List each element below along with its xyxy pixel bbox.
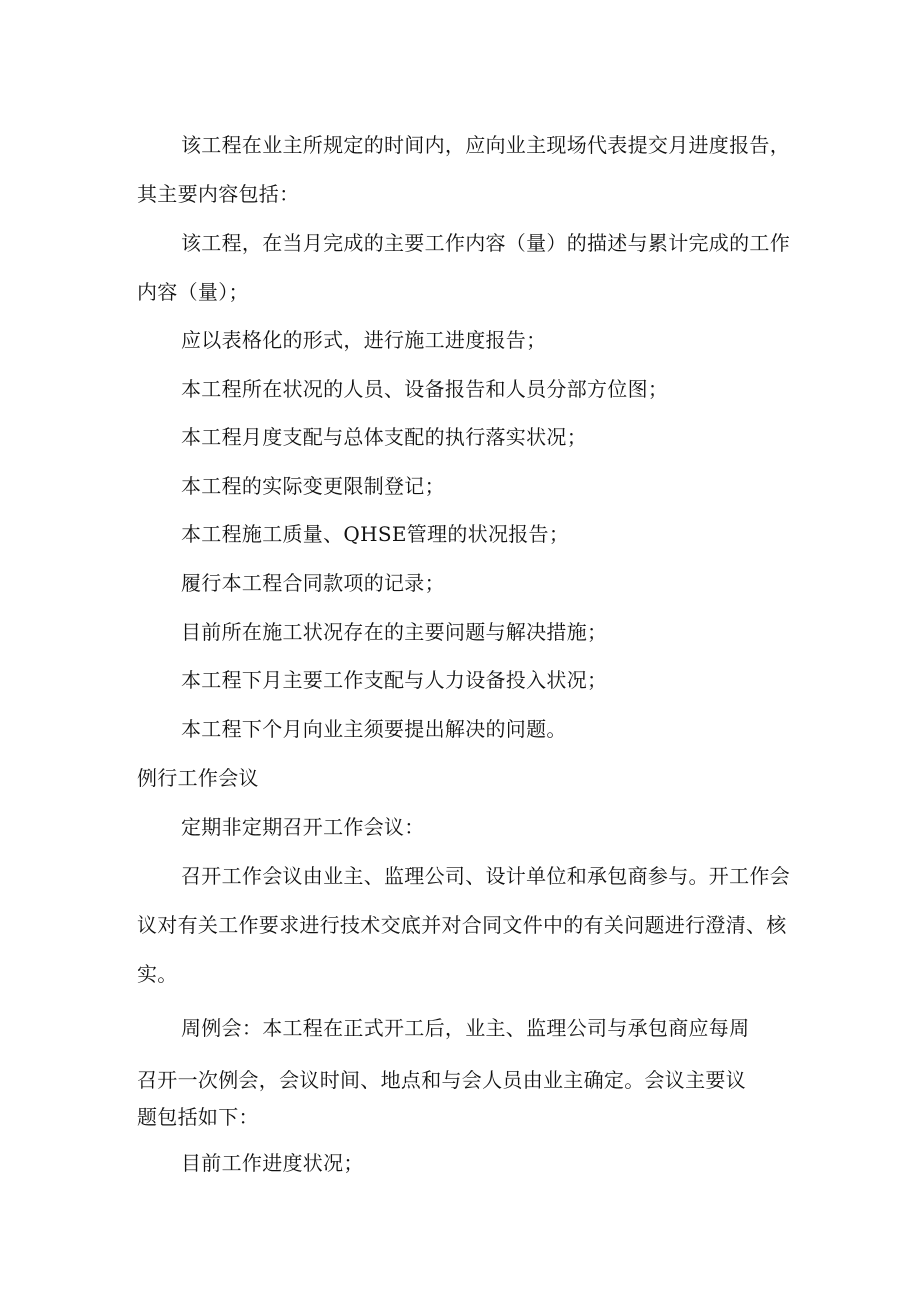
paragraph-line: 召开一次例会，会议时间、地点和与会人员由业主确定。会议主要议 (137, 1068, 746, 1092)
paragraph-line: 题包括如下： (137, 1105, 259, 1129)
paragraph-line: 本工程月度支配与总体支配的执行落实状况； (181, 425, 587, 449)
paragraph-line: 该工程，在当月完成的主要工作内容（量）的描述与累计完成的工作 (181, 231, 790, 255)
paragraph-line: 周例会：本工程在正式开工后，业主、监理公司与承包商应每周 (181, 1016, 750, 1040)
paragraph-line: 履行本工程合同款项的记录； (181, 571, 445, 595)
paragraph-line: 内容（量）； (137, 280, 249, 304)
paragraph-line: 其主要内容包括： (137, 182, 300, 206)
paragraph-line: 该工程在业主所规定的时间内，应向业主现场代表提交月进度报告， (181, 133, 790, 157)
paragraph-line: 本工程下月主要工作支配与人力设备投入状况； (181, 668, 608, 692)
paragraph-line: 议对有关工作要求进行技术交底并对合同文件中的有关问题进行澄清、核 (137, 913, 787, 937)
paragraph-line: 本工程下个月向业主须要提出解决的问题。 (181, 717, 567, 741)
paragraph-line: 目前工作进度状况； (181, 1151, 364, 1175)
paragraph-line: 本工程所在状况的人员、设备报告和人员分部方位图； (181, 377, 669, 401)
paragraph-line: 目前所在施工状况存在的主要问题与解决措施； (181, 620, 608, 644)
paragraph-line: 召开工作会议由业主、监理公司、设计单位和承包商参与。开工作会 (181, 864, 790, 888)
paragraph-line: 定期非定期召开工作会议： (181, 815, 425, 839)
paragraph-line: 本工程的实际变更限制登记； (181, 474, 445, 498)
paragraph-line: 应以表格化的形式，进行施工进度报告； (181, 328, 547, 352)
paragraph-line: 实。 (137, 962, 178, 986)
section-heading: 例行工作会议 (137, 766, 259, 790)
paragraph-line: 本工程施工质量、QHSE管理的状况报告； (181, 522, 570, 546)
